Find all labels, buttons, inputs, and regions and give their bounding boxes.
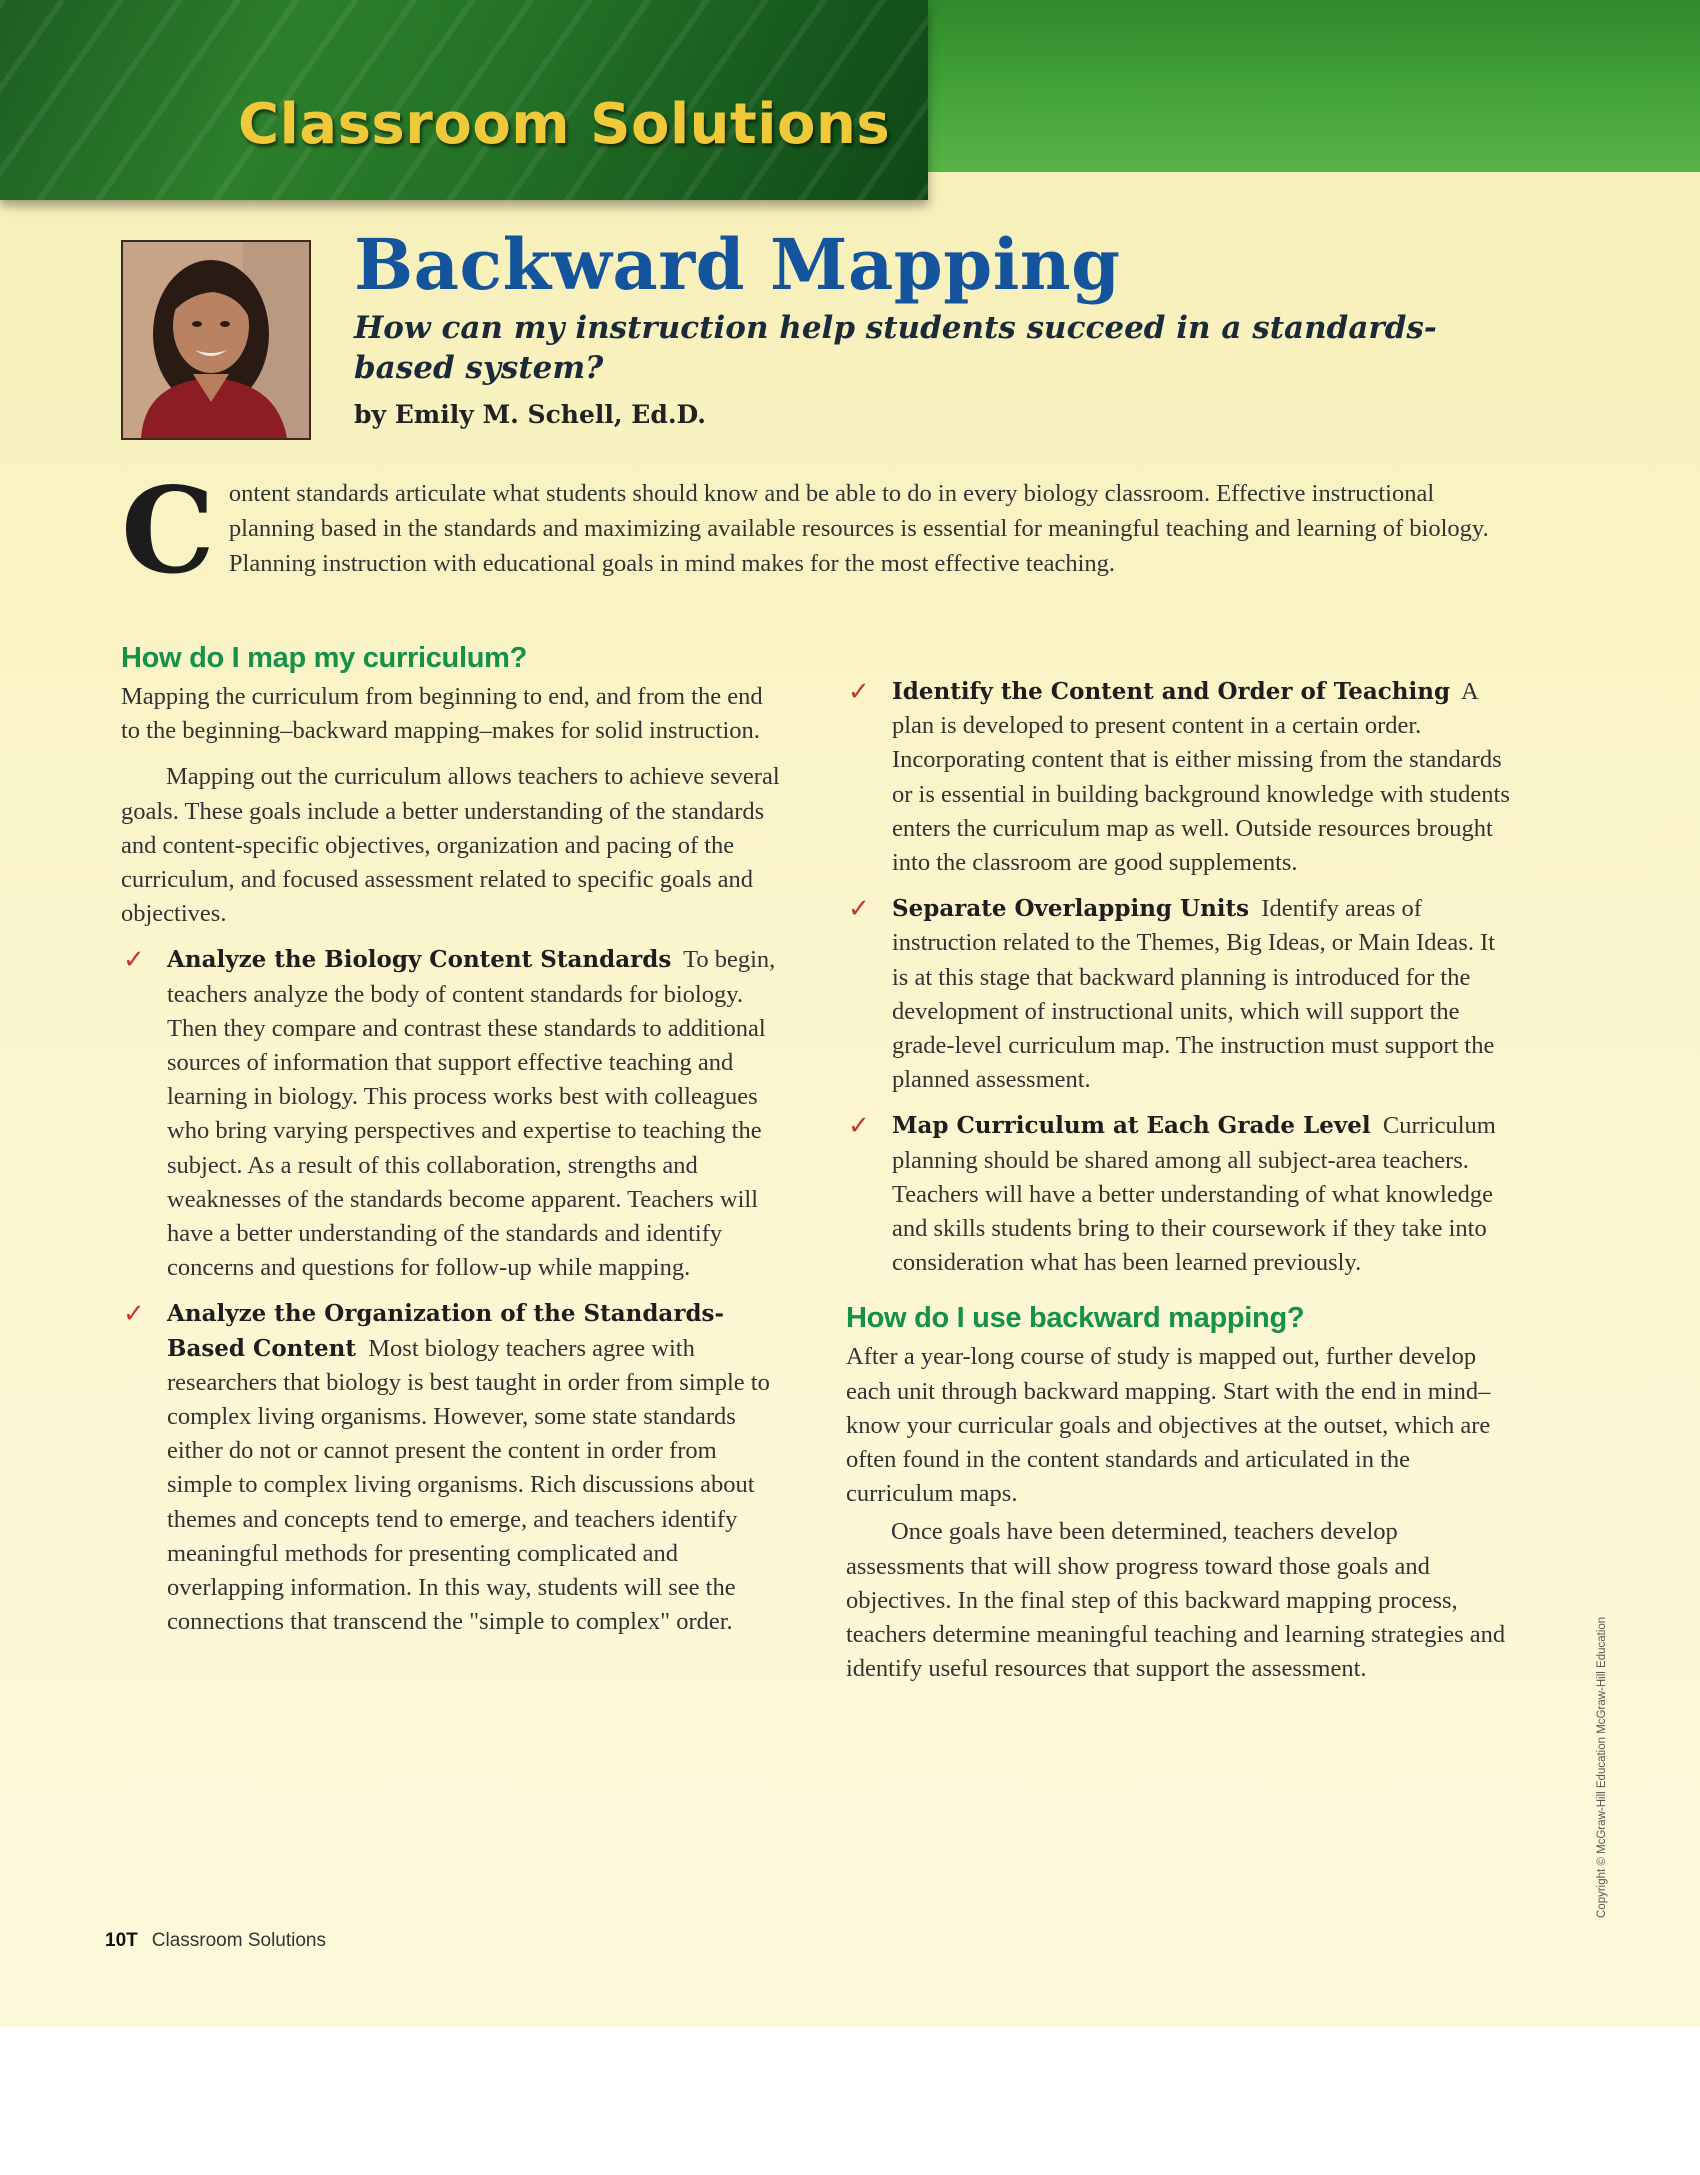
list-item-text: Most biology teachers agree with researchers that biology is best taught in order from simple to complex living organisms. However, some state standards either do not or cannot present the content in order from simple to complex living organisms. Rich discussions about themes and concepts tend to emerge, and teachers identify meaningful methods for presenting complicated and overlapping information. In this way, students will see the connections that transcend the "simple to complex" order. [167,1334,770,1636]
page-footer [105,1930,326,1952]
heading-map-curriculum: How do I map my curriculum? [121,642,528,674]
drop-cap: C [121,461,215,600]
list-item [846,892,1516,1097]
list-item-title: Analyze the Biology Content Standards [167,946,672,974]
paragraph: Mapping out the curriculum allows teachers to achieve several goals. These goals include a better understanding of the standards and content-specific objectives, organization and pacing of the curriculum, and focused assessment related to specific goals and objectives. [121,763,780,928]
right-column [846,675,1516,1686]
list-item-text: To begin, teachers analyze the body of content standards for biology. Then they compare and contrast these standards to additional sources of information that support effective teaching and learning in biology. This process works best with colleagues who bring varying perspectives and expertise to teaching the subject. As a result of this collaboration, strengths and weaknesses of the standards become apparent. Teachers will have a better understanding of the standards and identify concerns and questions for follow-up while mapping. [167,946,776,1282]
article-subtitle: How can my instruction help students succeed in a standards-based system? [354,310,1437,386]
list-item-title: Analyze the Organization of the Standards-Based Content [167,1300,725,1362]
intro-text: ontent standards articulate what students should know and be able to do in every biology classroom. Effective instructional planning based in the standards and maximizing available resources is essential for meaningful teaching and learning of biology. Planning instruction with educational goals in mind makes for the most effective teaching. [228,480,1489,577]
paragraph: Mapping the curriculum from beginning to end, and from the end to the beginning–backward mapping–makes for solid instruction. [121,683,763,745]
list-item [846,675,1516,880]
page-number: 10T [105,1930,138,1951]
list-item [121,943,786,1285]
checkmark-icon: ✓ [848,677,870,707]
checkmark-icon: ✓ [123,1299,145,1330]
author-portrait-image [123,242,309,438]
banner-green-strip [910,0,1700,172]
paragraph: Once goals have been determined, teachers develop assessments that will show progress toward those goals and objectives. In the final step of this backward mapping process, teachers determine meaningful teaching and learning strategies and identify useful resources that support the assessment. [846,1518,1506,1683]
banner-leaf-panel [0,0,928,200]
copyright-notice: Copyright © McGraw-Hill Education McGraw-Hill Education [1596,1616,1608,1918]
section-title: Classroom Solutions [238,92,891,157]
left-column [121,640,786,1639]
heading-use-backward-mapping: How do I use backward mapping? [846,1302,1305,1335]
footer-section-label: Classroom Solutions [151,1930,326,1951]
list-item-text: Curriculum planning should be shared among all subject-area teachers. Teachers will have a better understanding of what knowledge and skills students bring to their coursework if they take into consideration what has been learned previously. [892,1112,1496,1277]
list-item [846,1109,1516,1280]
paragraph: After a year-long course of study is mapped out, further develop each unit through backward mapping. Start with the end in mind–know your curricular goals and objectives at the outset, which are often found in the content standards and articulated in the curriculum maps. [846,1343,1491,1508]
checkmark-icon: ✓ [848,894,870,925]
list-item-text: A plan is developed to present content in a certain order. Incorporating content that is either missing from the standards or is essential in building background knowledge with students enters the curriculum map as well. Outside resources brought into the classroom are good supplements. [892,678,1510,877]
list-item-text: Identify areas of instruction related to the Themes, Big Ideas, or Main Ideas. It is at this stage that backward planning is introduced for the development of instructional units, which will support the grade-level curriculum map. The instruction must support the planned assessment. [892,895,1496,1094]
list-item [121,1297,786,1639]
byline: by Emily M. Schell, Ed.D. [354,400,707,429]
list-item-title: Separate Overlapping Units [892,895,1250,923]
list-item-title: Identify the Content and Order of Teaching [892,678,1451,705]
checkmark-icon: ✓ [123,945,145,976]
checkmark-icon: ✓ [848,1111,870,1142]
list-item-title: Map Curriculum at Each Grade Level [892,1112,1371,1140]
article-title: Backward Mapping [354,223,1121,306]
intro-paragraph [121,461,1521,600]
author-photo [121,240,311,440]
